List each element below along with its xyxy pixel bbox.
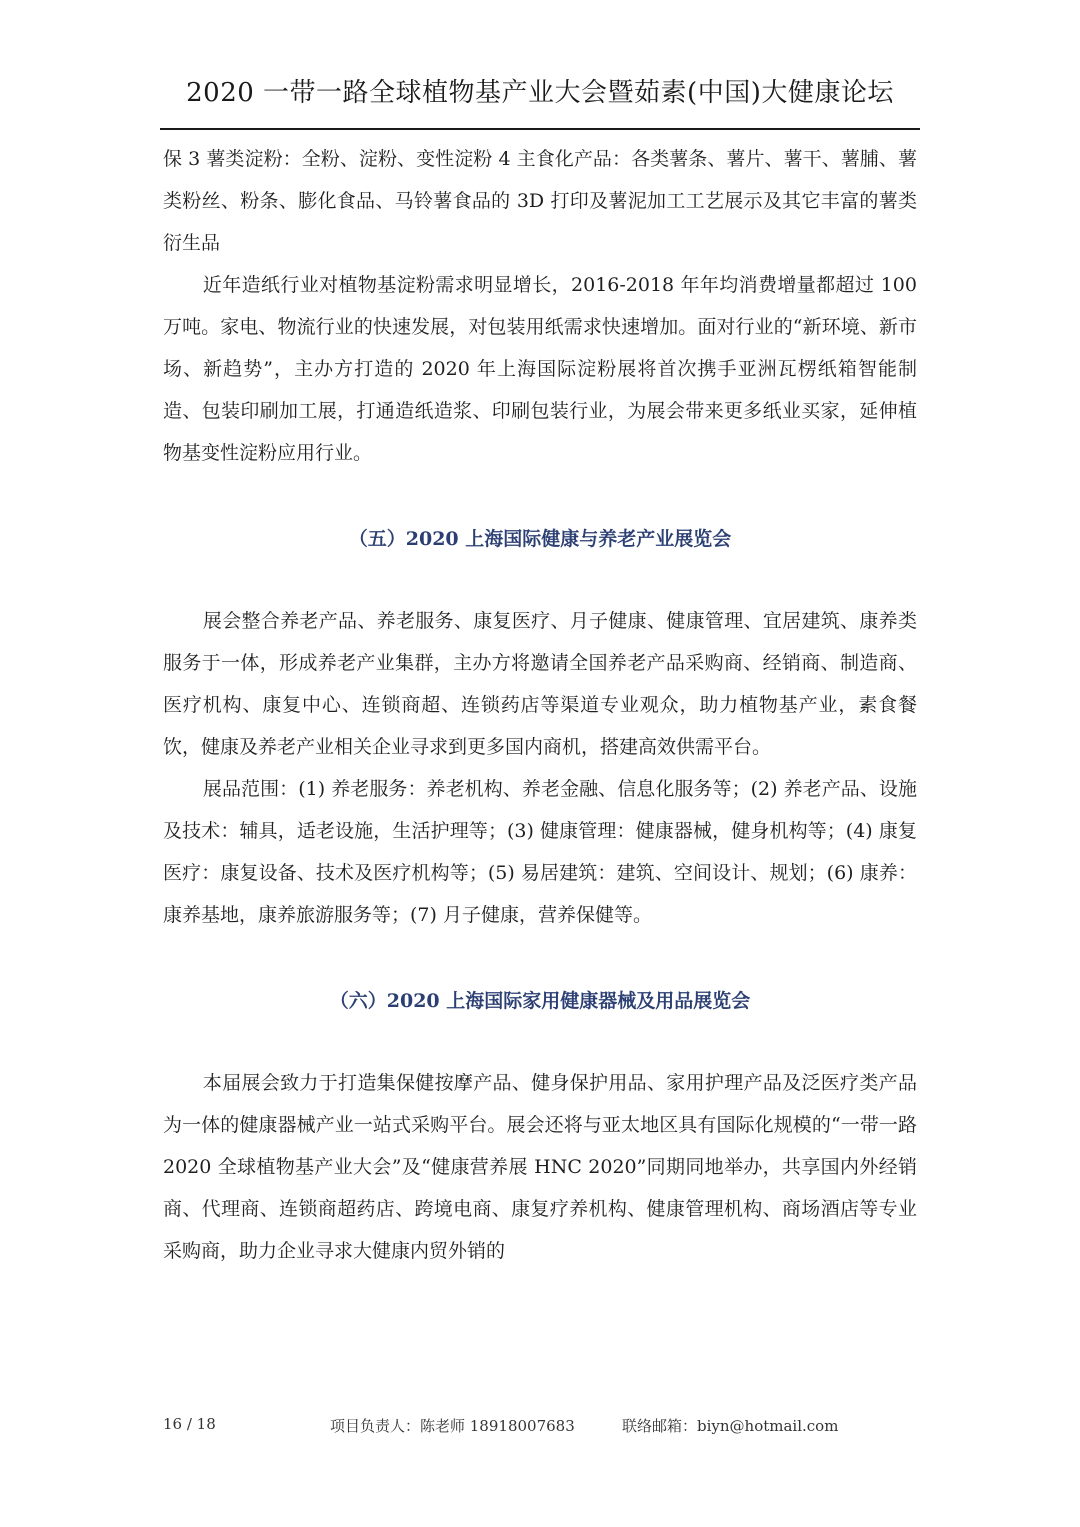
- page-number: 16 / 18: [163, 1415, 216, 1433]
- contact-person: 项目负责人：陈老师 18918007683: [330, 1417, 575, 1435]
- intro-paragraph-1: 保 3 薯类淀粉：全粉、淀粉、变性淀粉 4 主食化产品：各类薯条、薯片、薯干、薯脯、薯类粉丝、粉条、膨化食品、马铃薯食品的 3D 打印及薯泥加工工艺展示及其它丰富的薯类衍生品: [163, 148, 917, 254]
- spacer: [163, 560, 917, 600]
- section-5-paragraph-2: 展品范围：(1) 养老服务：养老机构、养老金融、信息化服务等；(2) 养老产品、设施及技术：辅具，适老设施，生活护理等；(3) 健康管理：健康器械，健身机构等；(4) 康复医疗：康复设备、技术及医疗机构等；(5) 易居建筑：建筑、空间设计、规划；(6) 康养：康养基地，康养旅游服务等；(7) 月子健康，营养保健等。: [163, 778, 917, 926]
- header-divider: [160, 128, 920, 130]
- contact-email: 联络邮箱：biyn@hotmail.com: [622, 1417, 839, 1435]
- spacer: [163, 936, 917, 980]
- section-5-paragraph-1: 展会整合养老产品、养老服务、康复医疗、月子健康、健康管理、宜居建筑、康养类服务于一体，形成养老产业集群，主办方将邀请全国养老产品采购商、经销商、制造商、医疗机构、康复中心、连锁商超、连锁药店等渠道专业观众，助力植物基产业，素食餐饮，健康及养老产业相关企业寻求到更多国内商机，搭建高效供需平台。: [163, 610, 917, 758]
- section-6-paragraph-1: 本届展会致力于打造集保健按摩产品、健身保护用品、家用护理产品及泛医疗类产品为一体的健康器械产业一站式采购平台。展会还将与亚太地区具有国际化规模的“一带一路 2020 全球植物基产业大会”及“健康营养展 HNC 2020”同期同地举办，共享国内外经销商、代理商、连锁商超药店、跨境电商、康复疗养机构、健康管理机构、商场酒店等专业采购商，助力企业寻求大健康内贸外销的: [163, 1072, 917, 1262]
- section-6-heading: （六）2020 上海国际家用健康器械及用品展览会: [329, 990, 751, 1012]
- spacer: [163, 474, 917, 518]
- intro-paragraph-2: 近年造纸行业对植物基淀粉需求明显增长，2016-2018 年年均消费增量都超过 100 万吨。家电、物流行业的快速发展，对包装用纸需求快速增加。面对行业的“新环境、新市场、新趋势”，主办方打造的 2020 年上海国际淀粉展将首次携手亚洲瓦楞纸箱智能制造、包装印刷加工展，打通造纸造浆、印刷包装行业，为展会带来更多纸业买家，延伸植物基变性淀粉应用行业。: [163, 274, 917, 464]
- page-header-title: 2020 一带一路全球植物基产业大会暨茹素(中国)大健康论坛: [186, 78, 894, 108]
- spacer: [163, 1022, 917, 1062]
- page-footer: [0, 1415, 1080, 1445]
- document-body: [163, 138, 917, 1272]
- section-5-heading: （五）2020 上海国际健康与养老产业展览会: [348, 528, 732, 550]
